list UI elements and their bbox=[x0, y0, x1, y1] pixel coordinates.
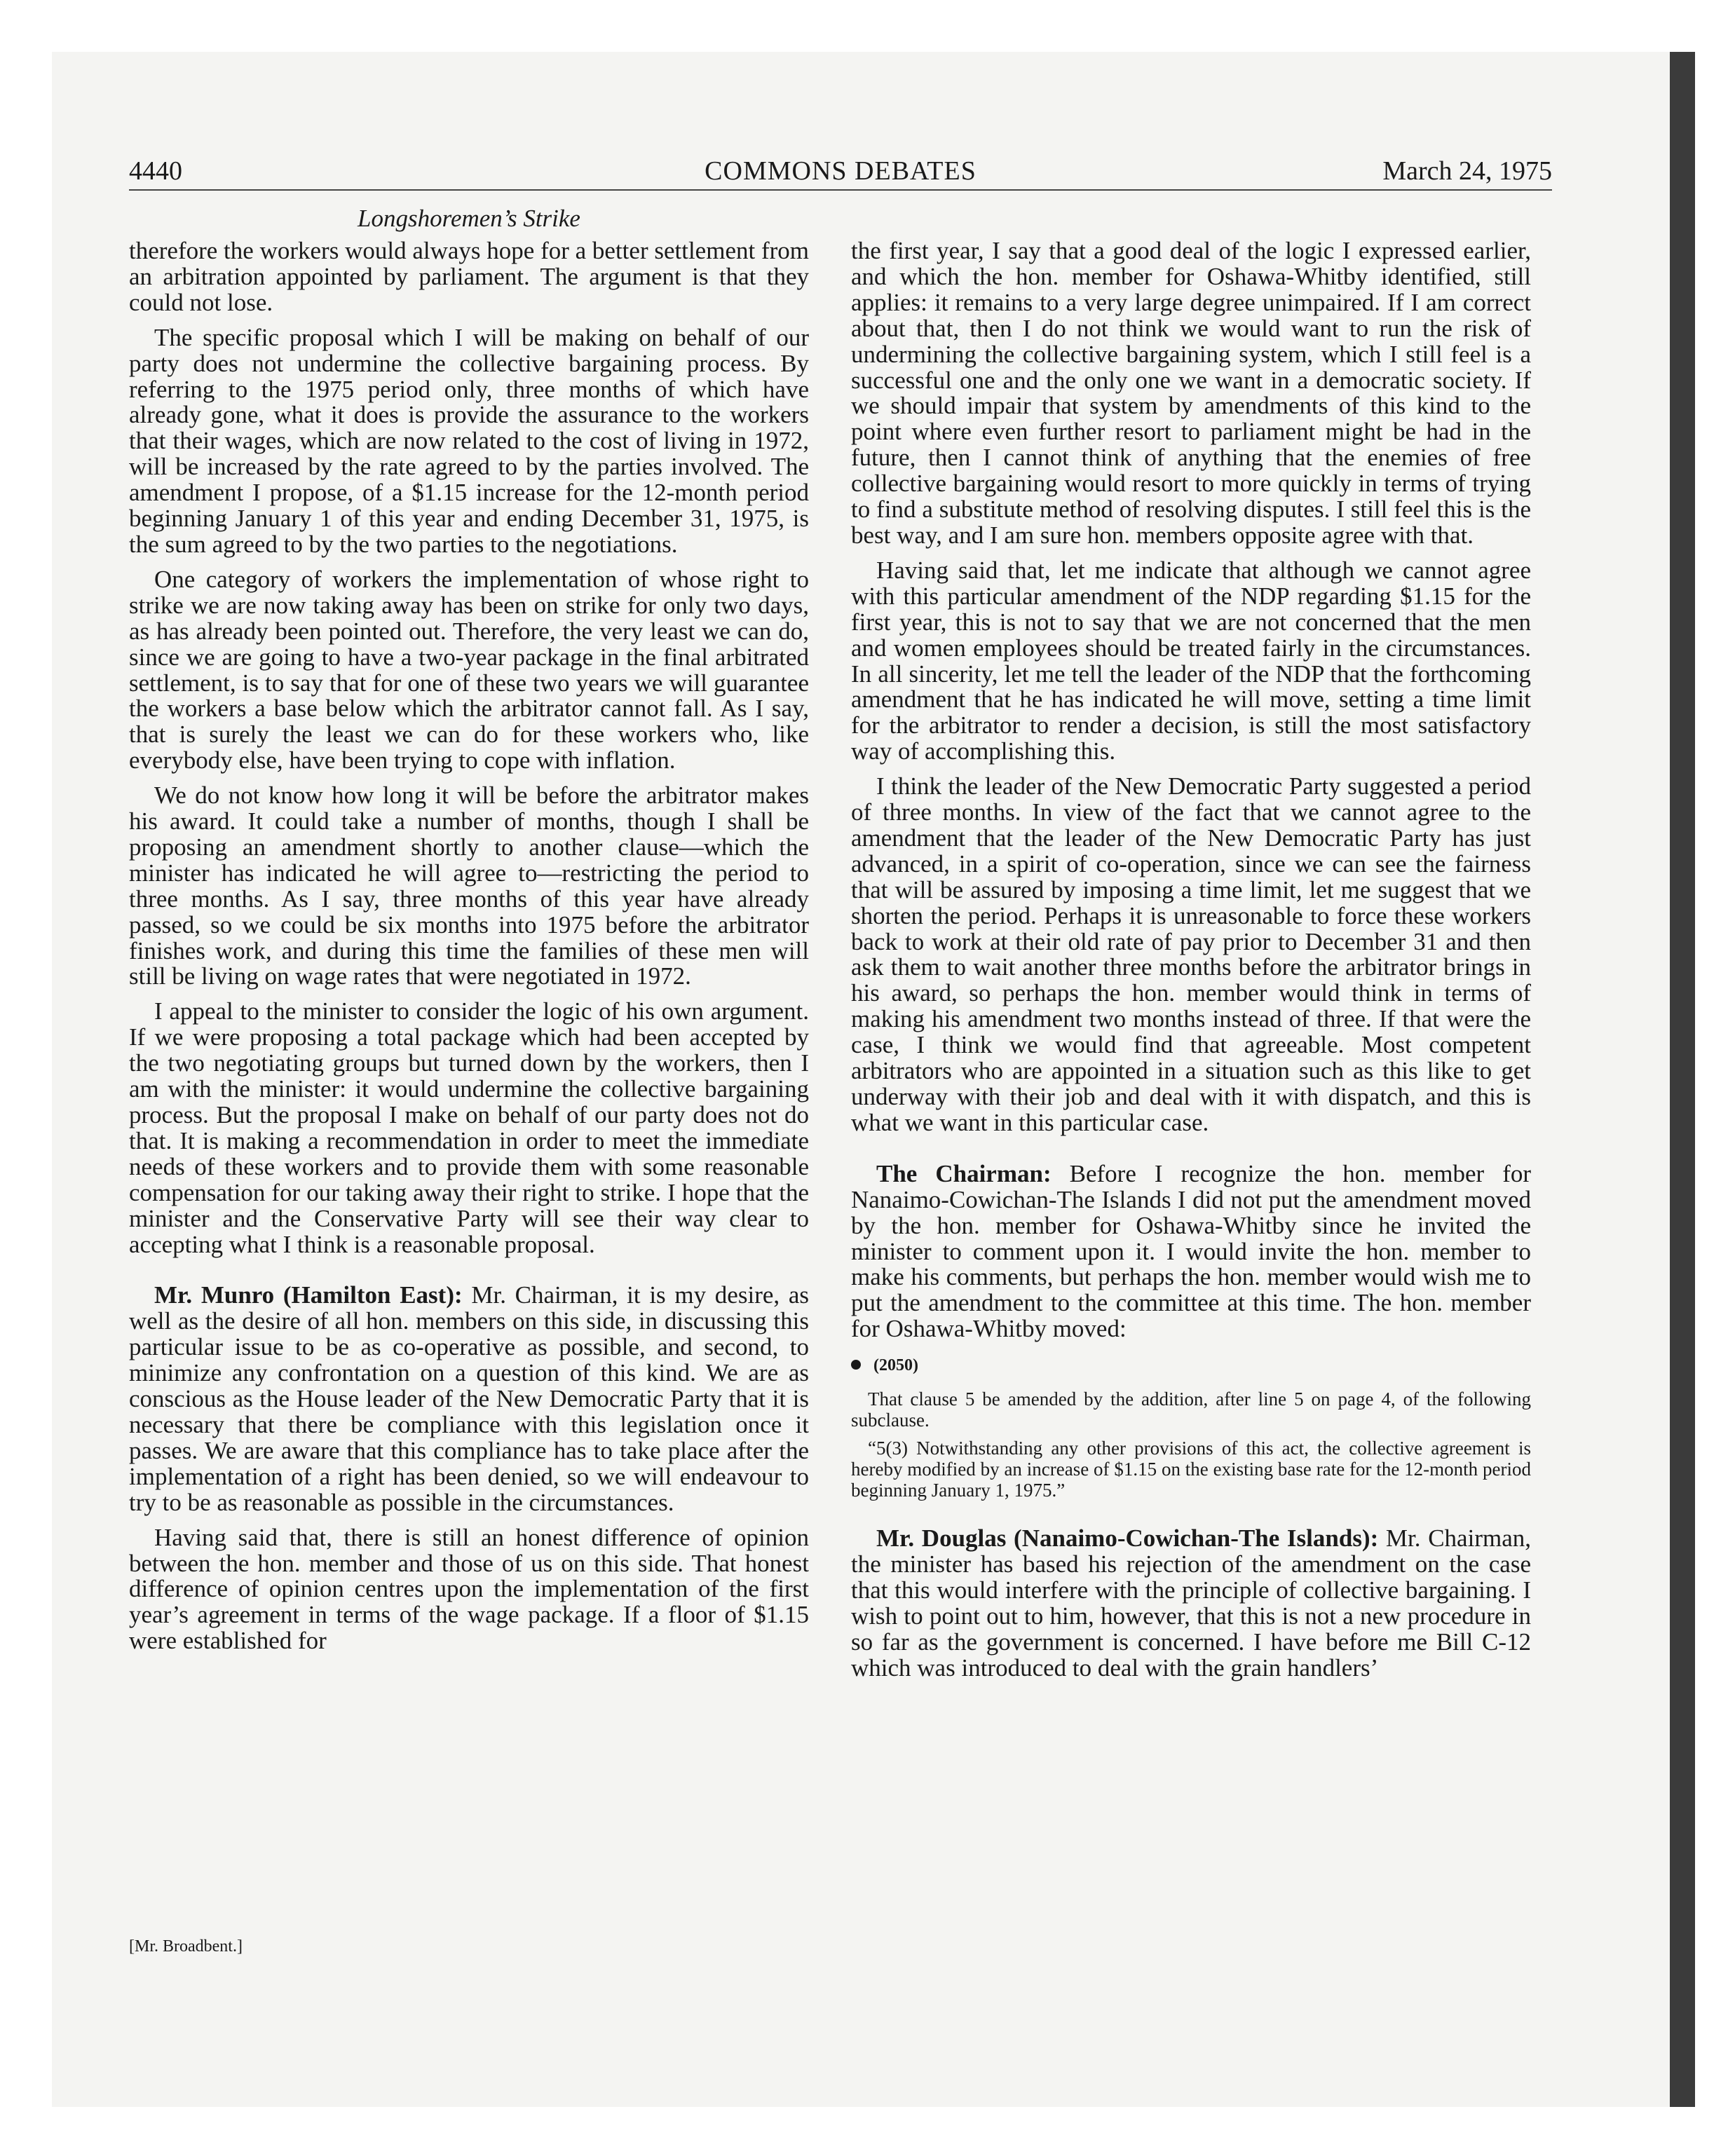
paragraph: the first year, I say that a good deal of the logic I expressed earlier, and which the hon. member for Oshawa-Whitby identified, still applies: it remains to a very large degree unimpaired. If I am correct about that, then I do not think we would want to run the risk of undermining the collective bargaining system, which I still feel is a successful one and the only one we want in a democratic society. If we should impair that system by amendments of this kind to the point where even further resort to parliament might be had in the future, then I cannot think of anything that the enemies of free collective bargaining would resort to more quickly in terms of trying to find a substitute method of resolving disputes. I still feel this is the best way, and I am sure hon. members opposite agree with that. bbox=[851, 237, 1531, 549]
paragraph: I appeal to the minister to consider the logic of his own argument. If we were proposing a total package which had been accepted by the two negotiating groups but turned down by the workers, then I am with the minister: it would undermine the collective bargaining process. But the proposal I make on behalf of our party does not do that. It is making a recommendation in order to meet the immediate needs of these workers and to provide them with some reasonable compensation for our taking away their right to strike. I hope that the minister and the Conservative Party will see their way clear to accepting what I think is a reasonable proposal. bbox=[129, 997, 809, 1258]
speaker-footnote: [Mr. Broadbent.] bbox=[129, 1937, 243, 1956]
paragraph: The specific proposal which I will be making on behalf of our party does not undermine the collective bargaining process. By referring to the 1975 period only, three months of which have already gone, what it does is provide the assurance to the workers that their wages, which are now related to the cost of living in 1972, will be increased by the rate agreed to by the parties involved. The amendment I propose, of a $1.15 increase for the 12-month period beginning January 1 of this year and ending December 31, 1975, is the sum agreed to by the two parties to the negotiations. bbox=[129, 323, 809, 558]
time-marker-text: (2050) bbox=[873, 1356, 918, 1375]
left-column bbox=[129, 238, 809, 1663]
time-marker bbox=[851, 1355, 1531, 1376]
speech-text: Mr. Chairman, the minister has based his rejection of the amendment on the case that this would interfere with the principle of collective bargaining. I wish to point out to him, however, that this is not a new procedure in so far as the government is concerned. I have before me Bill C-12 which was introduced to deal with the grain handlers’ bbox=[851, 1524, 1531, 1681]
paragraph: Having said that, let me indicate that although we cannot agree with this particular amendment of the NDP regarding $1.15 for the first year, this is not to say that we are not concerned that the men and women employees should be treated fairly in the circumstances. In all sincerity, let me tell the leader of the NDP that the forthcoming amendment that he has indicated he will move, setting a time limit for the arbitrator to render a decision, is still the most satisfactory way of accomplishing this. bbox=[851, 556, 1531, 765]
paragraph: We do not know how long it will be before the arbitrator makes his award. It could take a number of months, though I shall be proposing an amendment shortly to another clause—which the minister has indicated he will agree to—restricting the period to three months. As I say, three months of this year have already passed, so we could be six months into 1975 before the arbitrator finishes work, and during this time the families of these men will still be living on wage rates that were negotiated in 1972. bbox=[129, 782, 809, 990]
bullet-icon bbox=[851, 1360, 861, 1370]
speaker-name: Mr. Munro (Hamilton East): bbox=[154, 1281, 463, 1309]
speech-paragraph bbox=[851, 1161, 1531, 1342]
page-header bbox=[129, 153, 1552, 189]
motion-text: That clause 5 be amended by the addition, after line 5 on page 4, of the following subclause. bbox=[851, 1389, 1531, 1431]
scan-edge-shadow bbox=[1670, 52, 1695, 2107]
speaker-name: Mr. Douglas (Nanaimo-Cowichan-The Islands): bbox=[876, 1524, 1379, 1553]
paragraph: therefore the workers would always hope for a better settlement from an arbitration appointed by parliament. The argument is that they could not lose. bbox=[129, 237, 809, 316]
running-title: Longshoremen’s Strike bbox=[358, 205, 580, 232]
publication-date: March 24, 1975 bbox=[1382, 156, 1552, 186]
speaker-name: The Chairman: bbox=[876, 1159, 1052, 1187]
right-column bbox=[851, 238, 1531, 1691]
speech-text: Mr. Chairman, it is my desire, as well as the desire of all hon. members on this side, in discussing this particular issue to be as co-operative as possible, and second, to minimize any confrontation on a question of this kind. We are as conscious as the House leader of the New Democratic Party that it is necessary that there be compliance with this legislation once it passes. We are aware that this compliance has to take place after the implementation of a right has been denied, so we will endeavour to try to be as reasonable as possible in the circumstances. bbox=[129, 1281, 809, 1516]
speech-text: Before I recognize the hon. member for Nanaimo-Cowichan-The Islands I did not put the amendment moved by the hon. member for Oshawa-Whitby since he invited the minister to comment upon it. I would invite the hon. member to make his comments, but perhaps the hon. member would wish me to put the amendment to the committee at this time. The hon. member for Oshawa-Whitby moved: bbox=[851, 1159, 1532, 1343]
paragraph: One category of workers the implementation of whose right to strike we are now taking away has been on strike for only two days, as has already been pointed out. Therefore, the very least we can do, since we are going to have a two-year package in the final arbitrated settlement, is to say that for one of these two years we will guarantee the workers a base below which the arbitrator cannot fall. As I say, that is surely the least we can do for these workers who, like everybody else, have been trying to cope with inflation. bbox=[129, 565, 809, 775]
speech-paragraph bbox=[851, 1526, 1531, 1681]
paragraph: Having said that, there is still an honest difference of opinion between the hon. member and those of us on this side. That honest difference of opinion centres upon the implementation of the first year’s agreement in terms of the wage package. If a floor of $1.15 were established for bbox=[129, 1523, 809, 1655]
header-rule bbox=[129, 189, 1552, 191]
paragraph: I think the leader of the New Democratic Party suggested a period of three months. In view of the fact that we cannot agree to the amendment that the leader of the New Democratic Party has just advanced, in a spirit of co-operation, since we can see the fairness that will be assured by imposing a time limit, let me suggest that we shorten the period. Perhaps it is unreasonable to force these workers back to work at their old rate of pay prior to December 31 and then ask them to wait another three months before the arbitrator brings in his award, so perhaps the hon. member would think in terms of making his amendment two months instead of three. If that were the case, I think we would find that agreeable. Most competent arbitrators who are appointed in a situation such as this like to get underway with their job and deal with it with dispatch, and this is what we want in this particular case. bbox=[851, 772, 1531, 1136]
page-number: 4440 bbox=[129, 156, 182, 186]
speech-paragraph bbox=[129, 1283, 809, 1515]
motion-quote: “5(3) Notwithstanding any other provisions of this act, the collective agreement is hereby modified by an increase of $1.15 on the existing base rate for the 12-month period beginning January 1, 1975.” bbox=[851, 1438, 1531, 1501]
journal-title: COMMONS DEBATES bbox=[705, 156, 977, 186]
